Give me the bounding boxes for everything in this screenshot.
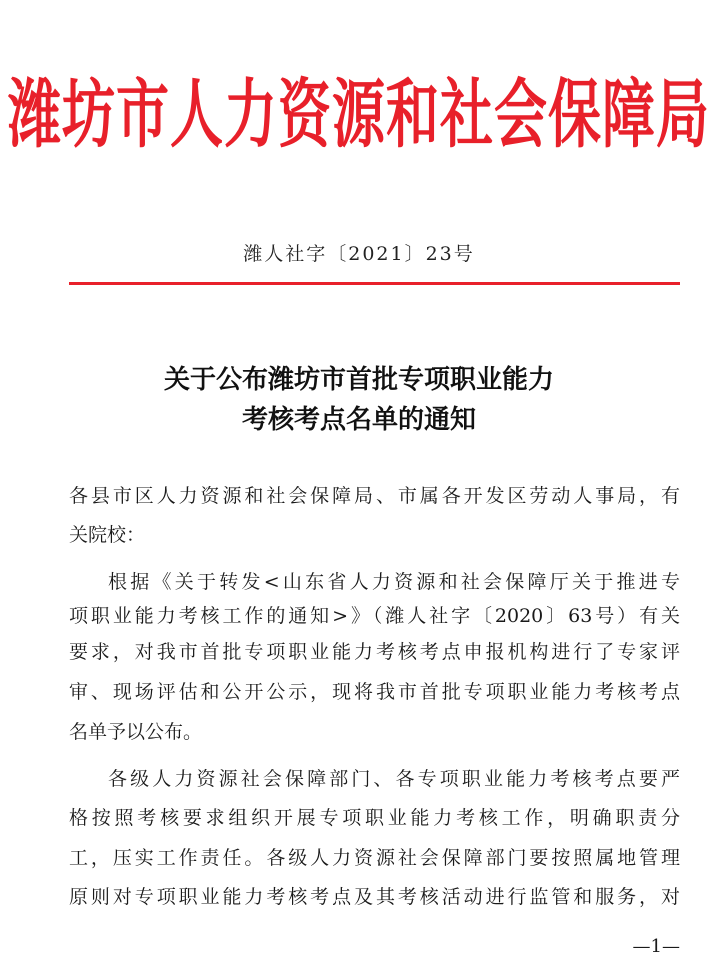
recipient-line-1: 各县市区人力资源和社会保障局、市属各开发区劳动人事局，有	[69, 485, 680, 507]
paragraph-1-line-1: 根据《关于转发<山东省人力资源和社会保障厅关于推进专	[108, 571, 680, 593]
paragraph-1-line-3: 要求，对我市首批专项职业能力考核考点申报机构进行了专家评	[69, 641, 680, 663]
paragraph-1-line-2: 项职业能力考核工作的通知>》（潍人社字〔2020〕63号）有关	[69, 605, 680, 627]
red-divider-line	[69, 282, 680, 285]
page-number: —1—	[632, 936, 680, 957]
paragraph-2-line-3: 工，压实工作责任。各级人力资源社会保障部门要按照属地管理	[69, 847, 680, 869]
recipient-line-2: 关院校：	[69, 524, 146, 546]
paragraph-2-line-4: 原则对专项职业能力考核考点及其考核活动进行监管和服务，对	[69, 886, 680, 908]
agency-masthead: 潍坊市人力资源和社会保障局	[8, 73, 710, 159]
paragraph-2-line-1: 各级人力资源社会保障部门、各专项职业能力考核考点要严	[108, 768, 680, 790]
paragraph-1-line-4: 审、现场评估和公开公示，现将我市首批专项职业能力考核考点	[69, 681, 680, 703]
paragraph-1-line-5: 名单予以公布。	[69, 721, 203, 743]
notice-title-line-2: 考核考点名单的通知	[241, 405, 476, 435]
notice-title-line-1: 关于公布潍坊市首批专项职业能力	[163, 365, 554, 395]
paragraph-2-line-2: 格按照考核要求组织开展专项职业能力考核工作，明确职责分	[69, 807, 680, 829]
document-number: 潍人社字〔2021〕23号	[243, 243, 475, 265]
